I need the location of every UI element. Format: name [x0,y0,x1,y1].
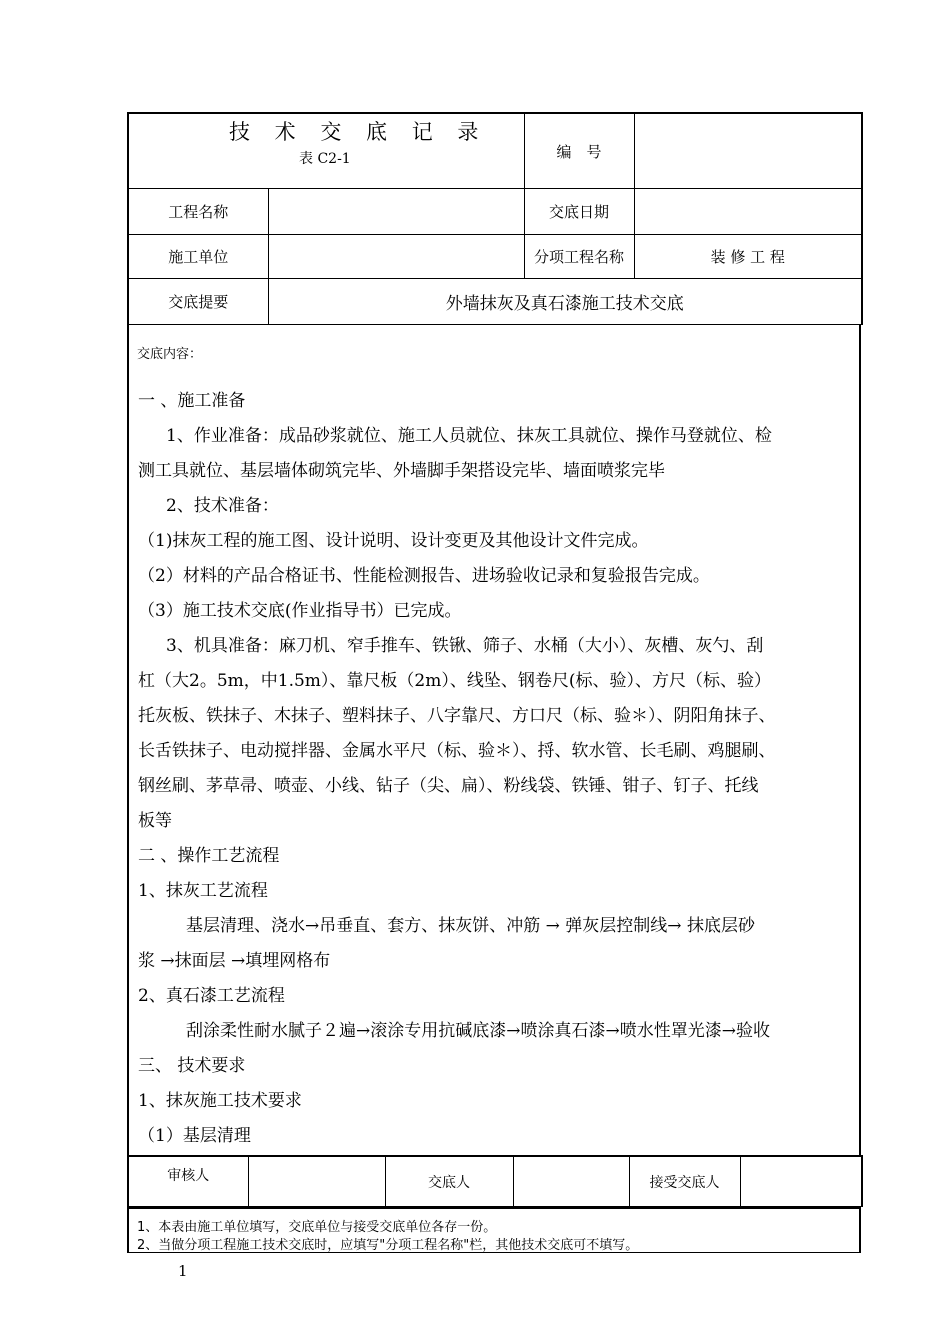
form-title: 技 术 交 底 记 录 [229,120,488,144]
note-line: 1、本表由施工单位填写，交底单位与接受交底单位各存一份。 [137,1220,497,1235]
content-line: 测工具就位、基层墙体砌筑完毕、外墙脚手架搭设完毕、墙面喷浆完毕 [138,461,665,481]
date-field[interactable] [634,189,862,235]
content-body [138,384,858,1154]
date-label: 交底日期 [524,189,634,235]
content-line: 2、技术准备： [166,496,279,516]
reviewer-label: 审核人 [128,1156,248,1207]
reviewer-field[interactable] [248,1156,385,1207]
content-line: 钢丝刷、茅草帚、喷壶、小线、钻子（尖、扁）、粉线袋、铁锤、钳子、钉子、托线 [138,776,759,796]
note-line: 2、当做分项工程施工技术交底时，应填写"分项工程名称"栏，其他技术交底可不填写。 [137,1238,639,1253]
contractor-label: 施工单位 [128,235,268,279]
content-line: 板等 [138,811,172,831]
signature-table [127,1155,863,1207]
receiver-field[interactable] [740,1156,862,1207]
number-label: 编 号 [524,113,634,189]
content-label: 交底内容： [137,347,203,362]
content-line: 1、抹灰施工技术要求 [138,1091,302,1111]
content-line: 一 、施工准备 [138,391,246,411]
content-line: 1、抹灰工艺流程 [138,881,268,901]
content-line: 杠（大2。5m，中1.5m）、靠尺板（2m）、线坠、钢卷尺(标、验）、方尺（标、验） [138,671,771,691]
project-name-field[interactable] [268,189,524,235]
content-line: （1)抹灰工程的施工图、设计说明、设计变更及其他设计文件完成。 [138,531,649,551]
content-line: 托灰板、铁抹子、木抹子、塑料抹子、八字靠尺、方口尺（标、验＊）、阴阳角抹子、 [138,706,776,726]
discloser-field[interactable] [513,1156,629,1207]
summary-field[interactable]: 外墙抹灰及真石漆施工技术交底 [268,279,862,325]
receiver-label: 接受交底人 [629,1156,740,1207]
project-name-label: 工程名称 [128,189,268,235]
content-area [127,325,861,1155]
content-line: 三、 技术要求 [138,1056,246,1076]
summary-label: 交底提要 [128,279,268,325]
number-field[interactable] [634,113,862,189]
sub-project-field[interactable]: 装 修 工 程 [634,235,862,279]
content-line: （2）材料的产品合格证书、性能检测报告、进场验收记录和复验报告完成。 [138,566,710,586]
contractor-field[interactable] [268,235,524,279]
content-line: （1）基层清理 [138,1126,251,1146]
content-line: 刮涂柔性耐水腻子２遍→滚涂专用抗碱底漆→喷涂真石漆→喷水性罩光漆→验收 [186,1021,770,1041]
sub-project-label: 分项工程名称 [524,235,634,279]
discloser-label: 交底人 [385,1156,513,1207]
content-line: （3）施工技术交底(作业指导书）已完成。 [138,601,462,621]
content-line: 浆 →抹面层 →填埋网格布 [138,951,331,971]
content-line: 2、真石漆工艺流程 [138,986,285,1006]
header-table [127,112,863,325]
disclosure-form [127,112,861,1253]
content-line: 3、机具准备：麻刀机、窄手推车、铁锹、筛子、水桶（大小）、灰槽、灰勺、刮 [166,636,764,656]
content-line: 长舌铁抹子、电动搅拌器、金属水平尺（标、验＊）、捋、软水管、长毛刷、鸡腿刷、 [138,741,776,761]
content-line: 基层清理、浇水→吊垂直、套方、抹灰饼、冲筋 → 弹灰层控制线→ 抹底层砂 [186,916,755,936]
title-cell [128,113,524,189]
content-line: 1、作业准备：成品砂浆就位、施工人员就位、抹灰工具就位、操作马登就位、检 [166,426,772,446]
content-line: 二 、操作工艺流程 [138,846,280,866]
form-number: 表 C2-1 [299,151,351,167]
notes-box [127,1207,861,1253]
page-number: 1 [178,1262,188,1280]
